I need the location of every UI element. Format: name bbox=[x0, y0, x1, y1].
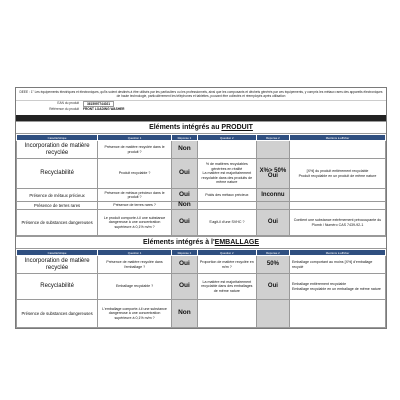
answer-cell: Non bbox=[171, 202, 197, 210]
answer-cell: Inconnu bbox=[256, 189, 289, 202]
packaging-title-prefix: Eléments intégrés à l' bbox=[142, 239, 215, 246]
answer-cell bbox=[256, 141, 289, 159]
answer-cell: Oui bbox=[171, 256, 197, 274]
ean-value: 3615997744021 bbox=[83, 101, 114, 107]
sheet-description: DEEE : 1" Les équipements électriques et électroniques, qu'ils soient destinés à être utilisés par les particuliers ou les professionnels, ainsi que les composants et déchets générés par ces équipements, y compris les métaux rares des appareils électroniques de haute technologie, particulièrement les téléphones et tablettes, pouvant être collectés et réemployés après utilisation bbox=[16, 88, 386, 101]
criterion-cell: Présence de substances dangereuses bbox=[17, 300, 98, 328]
question-cell: % de matières recyclables générées en réalité La matière est majoritairement recyclable dans des produits de même nature bbox=[197, 159, 256, 189]
product-sheet bbox=[15, 87, 387, 329]
product-section-title bbox=[16, 121, 386, 134]
table-row bbox=[17, 141, 386, 159]
criterion-cell: Présence de métaux précieux bbox=[17, 189, 98, 202]
packaging-title-emph: EMBALLAGE bbox=[214, 239, 260, 246]
answer-cell: Oui bbox=[171, 210, 197, 236]
criterion-cell: Recyclabilité bbox=[17, 159, 98, 189]
answer-value: Oui bbox=[267, 172, 278, 179]
answer-cell bbox=[256, 300, 289, 328]
col-header: Réponse 2 bbox=[256, 250, 289, 256]
col-header: Réponse 2 bbox=[256, 135, 289, 141]
question-cell: Présence de matière recyclée dans le produit ? bbox=[98, 141, 172, 159]
col-header: Question 1 bbox=[98, 250, 172, 256]
col-header: Caractéristique bbox=[17, 135, 98, 141]
col-header: Question 2 bbox=[197, 250, 256, 256]
col-header: Question 1 bbox=[98, 135, 172, 141]
criterion-cell: Présence de substances dangereuses bbox=[17, 210, 98, 236]
packaging-table bbox=[16, 249, 386, 328]
packaging-section-title bbox=[16, 236, 386, 249]
question-cell: Le produit comporte-t-il une substance dangereuse à une concentration supérieure à 0,1% m/m ? bbox=[98, 210, 172, 236]
answer-cell: Oui bbox=[256, 274, 289, 300]
ean-label: EAN du produit bbox=[57, 101, 79, 105]
question-cell: La matière est majoritairement recyclable dans des emballages de même nature bbox=[197, 274, 256, 300]
criterion-cell: Incorporation de matière recyclée bbox=[17, 141, 98, 159]
col-header: Réponse 1 bbox=[171, 250, 197, 256]
criterion-cell: Recyclabilité bbox=[17, 274, 98, 300]
mention-cell: [X%] du produit entièrement recyclable Produit recyclable en un produit de même nature bbox=[290, 159, 386, 189]
question-cell: L'emballage comporte-t-il une substance dangereuse à une concentration supérieure à 0,1% m/m ? bbox=[98, 300, 172, 328]
table-row bbox=[17, 256, 386, 274]
mention-cell bbox=[290, 300, 386, 328]
question-cell: S'agit-il d'une SVHC ? bbox=[197, 210, 256, 236]
reference-label: Référence du produit bbox=[49, 107, 79, 111]
question-cell: Présence de métaux précieux dans le produit ? bbox=[98, 189, 172, 202]
criterion-cell: Incorporation de matière recyclée bbox=[17, 256, 98, 274]
table-row bbox=[17, 189, 386, 202]
answer-cell bbox=[256, 202, 289, 210]
col-header: Mentions à afficher bbox=[290, 135, 386, 141]
question-cell bbox=[197, 202, 256, 210]
table-row bbox=[17, 159, 386, 189]
question-cell: Emballage recyclable ? bbox=[98, 274, 172, 300]
question-cell: Poids des métaux précieux bbox=[197, 189, 256, 202]
table-row bbox=[17, 210, 386, 236]
question-cell: Proportion de matière recyclée en m/m ? bbox=[197, 256, 256, 274]
product-table bbox=[16, 134, 386, 236]
mention-cell: Emballage comportant au moins [X%] d'emballage recyclé bbox=[290, 256, 386, 274]
mention-cell: Contient une substance extrêmement préoccupante du Plomb / Numéro CAS 7439-92-1 bbox=[290, 210, 386, 236]
answer-cell: Non bbox=[171, 141, 197, 159]
mention-cell bbox=[290, 141, 386, 159]
question-cell: Présence de terres rares ? bbox=[98, 202, 172, 210]
criterion-cell: Présence de terres rares bbox=[17, 202, 98, 210]
table-row bbox=[17, 202, 386, 210]
col-header: Caractéristique bbox=[17, 250, 98, 256]
question-cell: Présence de matière recyclée dans l'emballage ? bbox=[98, 256, 172, 274]
question-cell bbox=[197, 300, 256, 328]
answer-cell: Oui bbox=[171, 159, 197, 189]
answer-cell: Oui bbox=[256, 210, 289, 236]
question-cell: Produit recyclable ? bbox=[98, 159, 172, 189]
product-title-prefix: Eléments intégrés au bbox=[149, 124, 222, 131]
table-row bbox=[17, 300, 386, 328]
answer-cell: Oui bbox=[171, 274, 197, 300]
answer-cell: Non bbox=[171, 300, 197, 328]
col-header: Mentions à afficher bbox=[290, 250, 386, 256]
question-cell bbox=[197, 141, 256, 159]
col-header: Réponse 1 bbox=[171, 135, 197, 141]
mention-cell: Emballage entièrement recyclable Emballage recyclable en un emballage de même nature bbox=[290, 274, 386, 300]
mention-cell bbox=[290, 189, 386, 202]
product-title-emph: PRODUIT bbox=[221, 124, 253, 131]
reference-value: FRONT LOADING WASHER bbox=[83, 107, 125, 111]
col-header: Question 2 bbox=[197, 135, 256, 141]
mention-cell bbox=[290, 202, 386, 210]
table-row bbox=[17, 274, 386, 300]
answer-cell bbox=[256, 159, 289, 189]
answer-cell: 50% bbox=[256, 256, 289, 274]
answer-cell: Oui bbox=[171, 189, 197, 202]
answer-value: X%> 50% bbox=[259, 168, 287, 175]
